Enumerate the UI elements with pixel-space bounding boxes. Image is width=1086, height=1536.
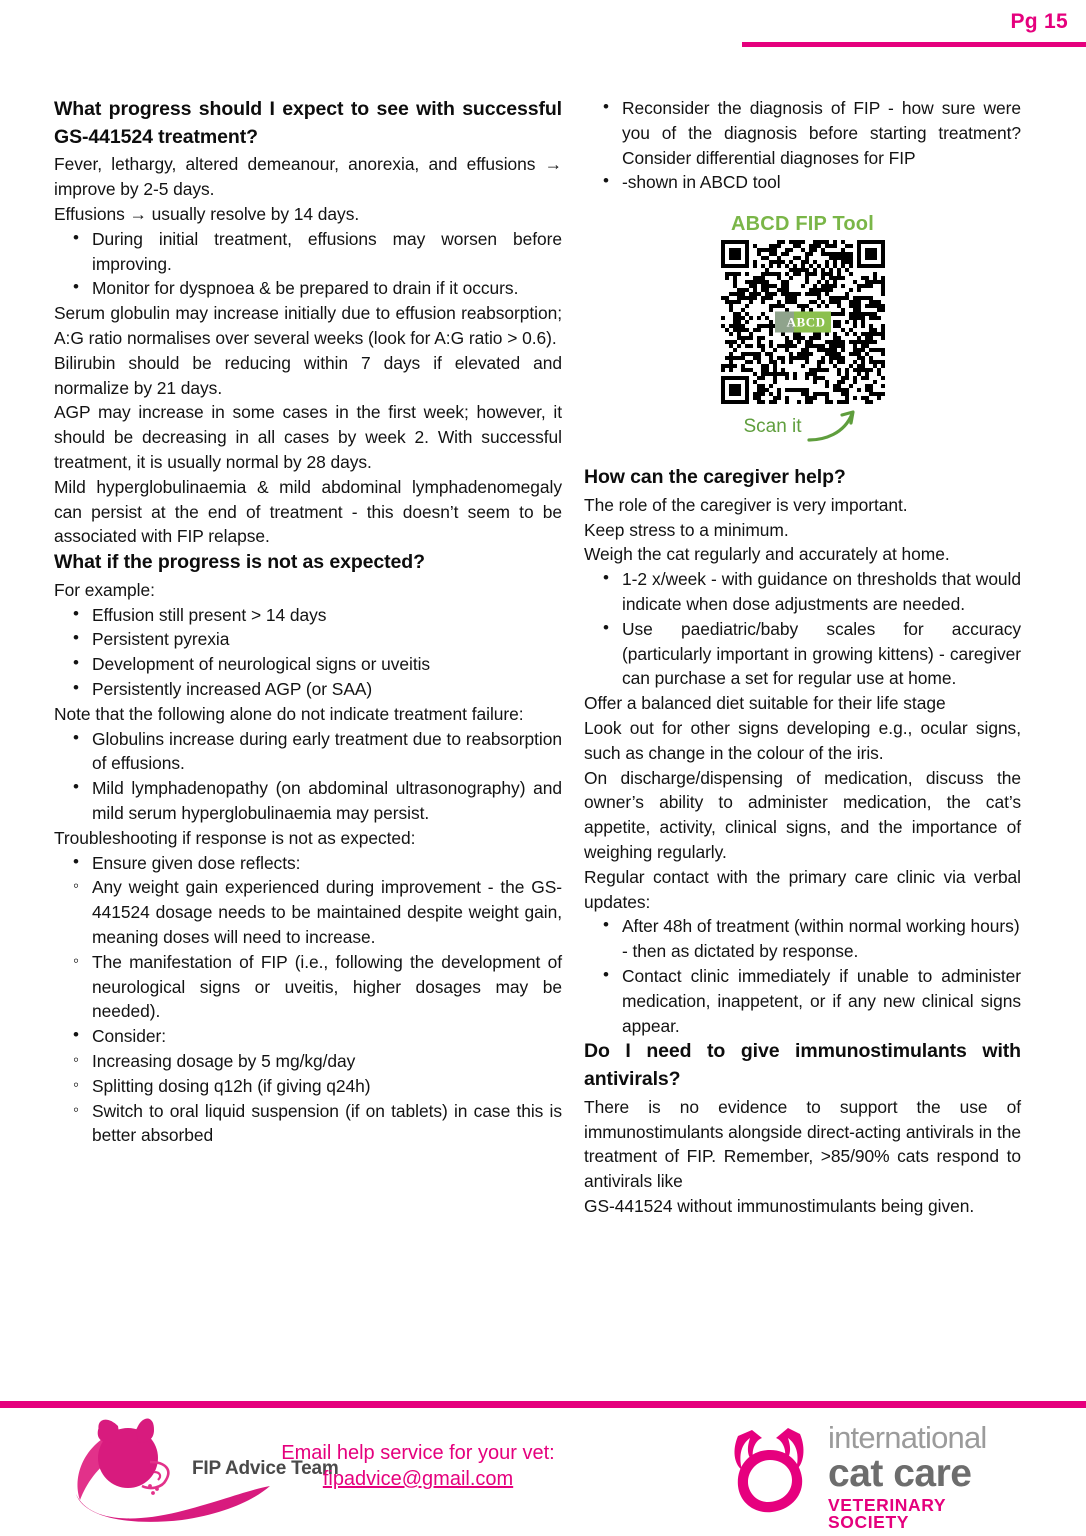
abcd-logo-text: ABCD: [786, 314, 826, 330]
paragraph: On discharge/dispensing of medication, discuss the owner’s ability to administer medication, the cat’s appetite, activity, clinical signs, and the importance of weighing regularly.: [584, 767, 1021, 863]
footer-accent-rule: [0, 1401, 1086, 1408]
bullet-list: [54, 727, 562, 826]
bullet-list: [54, 851, 562, 876]
list-item: ◦ Increasing dosage by 5 mg/kg/day: [56, 1049, 562, 1074]
page-footer: [0, 1398, 1086, 1536]
bullet-list: [54, 227, 562, 301]
left-column: [54, 96, 562, 1398]
header-accent-rule: [742, 42, 1086, 47]
list-item: • Persistently increased AGP (or SAA): [54, 677, 562, 702]
page-content: [0, 96, 1086, 1398]
list-item: • Contact clinic immediately if unable to administer medication, inappetent, or if any new clinical signs appear.: [584, 964, 1021, 1038]
list-item: • Globulins increase during early treatment due to reabsorption of effusions.: [54, 727, 562, 777]
list-item: • Consider:: [54, 1024, 562, 1049]
section-title-immunostimulants: Do I need to give immunostimulants with antivirals?: [584, 1040, 1021, 1091]
paragraph: There is no evidence to support the use of immunostimulants alongside direct-acting antivirals in the treatment of FIP. Remember, >85/90% cats respond to antivirals like: [584, 1096, 1021, 1192]
qr-code[interactable]: [721, 240, 885, 404]
list-item: • During initial treatment, effusions may worsen before improving.: [54, 227, 562, 277]
paragraph: Keep stress to a minimum.: [584, 519, 789, 540]
curved-arrow-icon: [806, 410, 862, 444]
list-item: • Development of neurological signs or uveitis: [54, 652, 562, 677]
icc-wordmark: [828, 1422, 1022, 1532]
list-item: • Mild lymphadenopathy (on abdominal ultrasonography) and mild serum hyperglobulinaemia may persist.: [54, 776, 562, 826]
paragraph: Effusions → usually resolve by 14 days.: [54, 203, 360, 224]
page-header: [0, 0, 1086, 60]
paragraph: Regular contact with the primary care clinic via verbal updates:: [584, 866, 1021, 912]
list-item: ◦ Any weight gain experienced during improvement - the GS-441524 dosage needs to be maintained despite weight gain, meaning doses will need to increase.: [56, 875, 562, 949]
page-number-label: Pg 15: [1010, 10, 1068, 33]
section-title-progress-not-expected: What if the progress is not as expected?: [54, 551, 425, 574]
abcd-logo: [775, 312, 831, 333]
paragraph: Fever, lethargy, altered demeanour, anorexia, and effusions → improve by 2-5 days.: [54, 154, 562, 200]
paragraph: Bilirubin should be reducing within 7 days if elevated and normalize by 21 days.: [54, 352, 562, 398]
list-item: • -shown in ABCD tool: [584, 170, 1021, 195]
bullet-list: [54, 1024, 562, 1049]
paragraph: Serum globulin may increase initially due to effusion reabsorption; A:G ratio normalises over several weeks (look for A:G ratio > 0.6).: [54, 303, 562, 348]
paragraph: GS-441524 without immunostimulants being given.: [584, 1195, 975, 1216]
qr-title: ABCD FIP Tool: [731, 213, 874, 236]
sub-bullet-list: [56, 1049, 562, 1148]
international-cat-care-logo: [722, 1416, 1022, 1533]
list-item: ◦ The manifestation of FIP (i.e., following the development of neurological signs or uveitis, higher dosages may be needed).: [56, 950, 562, 1024]
paragraph: The role of the caregiver is very important.: [584, 494, 908, 515]
list-item: • Monitor for dyspnoea & be prepared to drain if it occurs.: [54, 276, 562, 301]
list-item: • Effusion still present > 14 days: [54, 603, 562, 628]
scan-prompt: [584, 410, 1021, 444]
email-help-block: [268, 1440, 568, 1492]
paragraph: For example:: [54, 579, 155, 600]
fip-advice-team-label: FIP Advice Team: [192, 1458, 339, 1479]
section-title-caregiver-help: How can the caregiver help?: [584, 466, 846, 489]
list-item: • After 48h of treatment (within normal working hours) - then as dictated by response.: [584, 914, 1021, 964]
paragraph: Weigh the cat regularly and accurately at home.: [584, 544, 950, 565]
email-help-label: Email help service for your vet:: [281, 1442, 555, 1464]
fip-advice-team-logo: [58, 1414, 339, 1524]
icc-line-cat-care: cat care: [828, 1452, 972, 1495]
cat-brushstroke-icon: [722, 1420, 818, 1516]
section-title-progress-expected: What progress should I expect to see with successful GS-441524 treatment?: [54, 98, 562, 148]
paragraph: Offer a balanced diet suitable for their life stage: [584, 693, 946, 714]
list-item: • 1-2 x/week - with guidance on thresholds that would indicate when dose adjustments are needed.: [584, 567, 1021, 617]
list-item: • Reconsider the diagnosis of FIP - how sure were you of the diagnosis before starting treatment? Consider differential diagnoses for FIP: [584, 96, 1021, 170]
paragraph: Note that the following alone do not indicate treatment failure:: [54, 703, 524, 724]
paragraph: Troubleshooting if response is not as expected:: [54, 827, 416, 848]
icc-line-veterinary-society: VETERINARY SOCIETY: [828, 1494, 946, 1533]
bullet-list: [584, 96, 1021, 195]
list-item: ◦ Switch to oral liquid suspension (if on tablets) in case this is better absorbed: [56, 1099, 562, 1149]
bullet-list: [584, 567, 1021, 691]
right-column: [584, 96, 1021, 1398]
email-address-link[interactable]: fipadvice@gmail.com: [322, 1468, 514, 1490]
sub-bullet-list: [56, 875, 562, 1024]
list-item: ◦ Splitting dosing q12h (if giving q24h): [56, 1074, 562, 1099]
list-item: • Persistent pyrexia: [54, 627, 562, 652]
paragraph: Mild hyperglobulinaemia & mild abdominal lymphadenomegaly can persist at the end of treatment - this doesn’t seem to be associated with FIP relapse.: [54, 476, 562, 547]
bullet-list: [584, 914, 1021, 1038]
bullet-list: [54, 603, 562, 702]
paragraph: AGP may increase in some cases in the first week; however, it should be decreasing in all cases by week 2. With successful treatment, it is usually normal by 28 days.: [54, 402, 562, 472]
paragraph: Look out for other signs developing e.g., ocular signs, such as change in the colour of the iris.: [584, 718, 1021, 763]
list-item: • Use paediatric/baby scales for accuracy (particularly important in growing kittens) - caregiver can purchase a set for regular use at home.: [584, 617, 1021, 691]
list-item: • Ensure given dose reflects:: [54, 851, 562, 876]
scan-it-label: Scan it: [743, 416, 802, 438]
icc-line-international: international: [828, 1420, 987, 1455]
qr-code-block: [584, 213, 1021, 444]
